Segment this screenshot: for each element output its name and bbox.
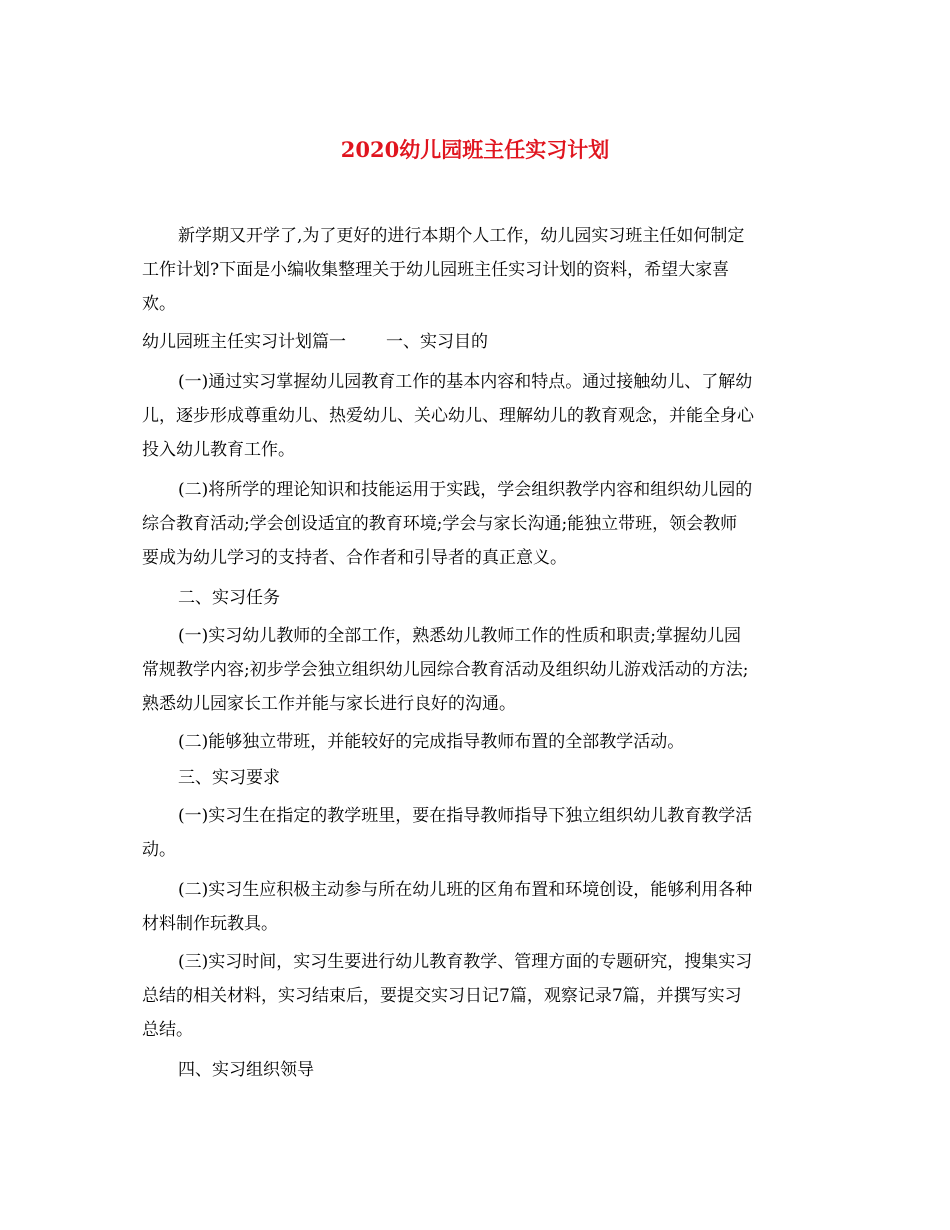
paragraph-line: 常规教学内容;初步学会独立组织幼儿园综合教育活动及组织幼儿游戏活动的方法; — [142, 660, 749, 680]
paragraph-line: 新学期又开学了,为了更好的进行本期个人工作，幼儿园实习班主任如何制定 — [178, 226, 745, 246]
section-heading-line — [142, 330, 488, 354]
paragraph-line: 动。 — [142, 840, 176, 860]
paragraph-line: 材料制作玩教具。 — [142, 914, 278, 934]
paragraph-line: (二)能够独立带班，并能较好的完成指导教师布置的全部教学活动。 — [178, 732, 685, 752]
paragraph-line: 总结。 — [142, 1020, 193, 1040]
paragraph-line: 要成为幼儿学习的支持者、合作者和引导者的真正意义。 — [142, 548, 567, 568]
section-heading: 一、实习目的 — [386, 332, 488, 352]
paragraph-line: (二)实习生应积极主动参与所在幼儿班的区角布置和环境创设，能够利用各种 — [178, 880, 753, 900]
paragraph-line: 综合教育活动;学会创设适宜的教育环境;学会与家长沟通;能独立带班，领会教师 — [142, 514, 738, 534]
paragraph-line: 工作计划?下面是小编收集整理关于幼儿园班主任实习计划的资料，希望大家喜 — [142, 260, 730, 280]
paragraph-line: 投入幼儿教育工作。 — [142, 440, 295, 460]
paragraph-line: 总结的相关材料，实习结束后，要提交实习日记7篇，观察记录7篇，并撰写实习 — [142, 986, 742, 1006]
paragraph-line: 欢。 — [142, 294, 176, 314]
paragraph-line: (一)通过实习掌握幼儿园教育工作的基本内容和特点。通过接触幼儿、了解幼 — [178, 372, 753, 392]
article-subtitle: 幼儿园班主任实习计划篇一 — [142, 332, 346, 352]
paragraph-line: (一)实习幼儿教师的全部工作，熟悉幼儿教师工作的性质和职责;掌握幼儿园 — [178, 626, 741, 646]
paragraph-line: 儿，逐步形成尊重幼儿、热爱幼儿、关心幼儿、理解幼儿的教育观念，并能全身心 — [142, 406, 754, 426]
document-title: 2020幼儿园班主任实习计划 — [340, 137, 610, 162]
paragraph-line: (二)将所学的理论知识和技能运用于实践，学会组织教学内容和组织幼儿园的 — [178, 480, 753, 500]
paragraph-line: (一)实习生在指定的教学班里，要在指导教师指导下独立组织幼儿教育教学活 — [178, 806, 753, 826]
section-heading: 二、实习任务 — [178, 588, 280, 608]
paragraph-line: (三)实习时间，实习生要进行幼儿教育教学、管理方面的专题研究，搜集实习 — [178, 952, 753, 972]
paragraph-line: 熟悉幼儿园家长工作并能与家长进行良好的沟通。 — [142, 694, 516, 714]
section-heading: 三、实习要求 — [178, 768, 280, 788]
section-heading: 四、实习组织领导 — [178, 1060, 314, 1080]
